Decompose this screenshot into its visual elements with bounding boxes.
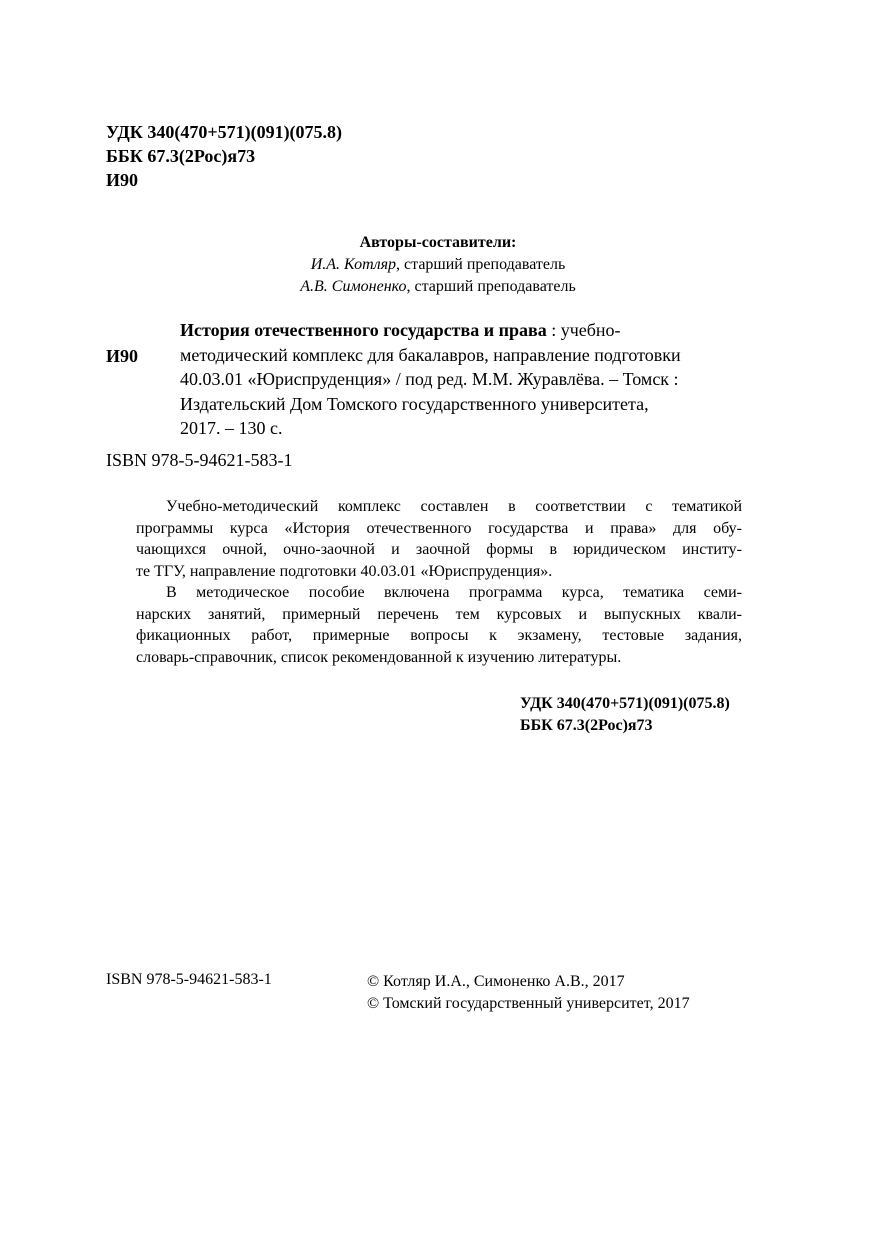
- catalog-line: 2017. – 130 с.: [180, 418, 283, 438]
- author-mark: И90: [106, 170, 139, 190]
- author-role: , старший преподаватель: [396, 256, 566, 273]
- abstract-line: Учебно-методический комплекс составлен в соответствии с тематикой: [166, 498, 742, 515]
- abstract-line: чающихся очной, очно-заочной и заочной формы в юридическом институ-: [136, 541, 742, 558]
- catalog-line: [180, 318, 790, 343]
- copyright-block: [367, 971, 690, 1015]
- copyright-line: © Томский государственный университет, 2017: [367, 995, 690, 1012]
- udk-code: УДК 340(470+571)(091)(075.8): [106, 122, 343, 142]
- udk-code: УДК 340(470+571)(091)(075.8): [520, 695, 730, 712]
- classification-header: [106, 120, 342, 192]
- author-line: [0, 276, 876, 298]
- abstract-line: В методическое пособие включена программа курса, тематика семи-: [166, 584, 742, 601]
- authors-heading: Авторы-составители:: [359, 234, 517, 251]
- abstract: [136, 496, 742, 668]
- abstract-line: те ТГУ, направление подготовки 40.03.01 «Юриспруденция».: [136, 562, 553, 580]
- book-title: История отечественного государства и права: [180, 320, 547, 340]
- author-name: А.В. Симоненко: [300, 278, 407, 295]
- catalog-line: Издательский Дом Томского государственного университета,: [180, 393, 649, 414]
- bbk-code: ББК 67.3(2Рос)я73: [106, 146, 256, 166]
- abstract-line: нарских занятий, примерный перечень тем курсовых и выпускных квали-: [136, 605, 742, 623]
- catalog-line: методический комплекс для бакалавров, направление подготовки: [180, 344, 681, 365]
- author-name: И.А. Котляр: [310, 256, 397, 273]
- abstract-line: программы курса «История отечественного государства и права» для обу-: [136, 519, 742, 537]
- author-role: , старший преподаватель: [406, 278, 576, 295]
- footer-isbn: ISBN 978-5-94621-583-1: [106, 971, 272, 988]
- classification-footer: [520, 693, 730, 737]
- authors-block: [0, 232, 876, 298]
- abstract-line: словарь-справочник, список рекомендованной к изучению литературы.: [136, 648, 622, 666]
- catalog-description: [180, 318, 790, 441]
- catalog-line-rest: : учебно-: [546, 320, 621, 340]
- author-line: [0, 254, 876, 276]
- copyright-line: © Котляр И.А., Симоненко А.В., 2017: [367, 973, 625, 990]
- catalog-line: 40.03.01 «Юриспруденция» / под ред. М.М. Журавлёва. – Томск :: [180, 369, 679, 389]
- abstract-line: фикационных работ, примерные вопросы к экзамену, тестовые задания,: [136, 627, 742, 644]
- bbk-code: ББК 67.3(2Рос)я73: [520, 717, 653, 734]
- catalog-author-mark: И90: [106, 346, 139, 366]
- isbn: ISBN 978-5-94621-583-1: [106, 450, 293, 470]
